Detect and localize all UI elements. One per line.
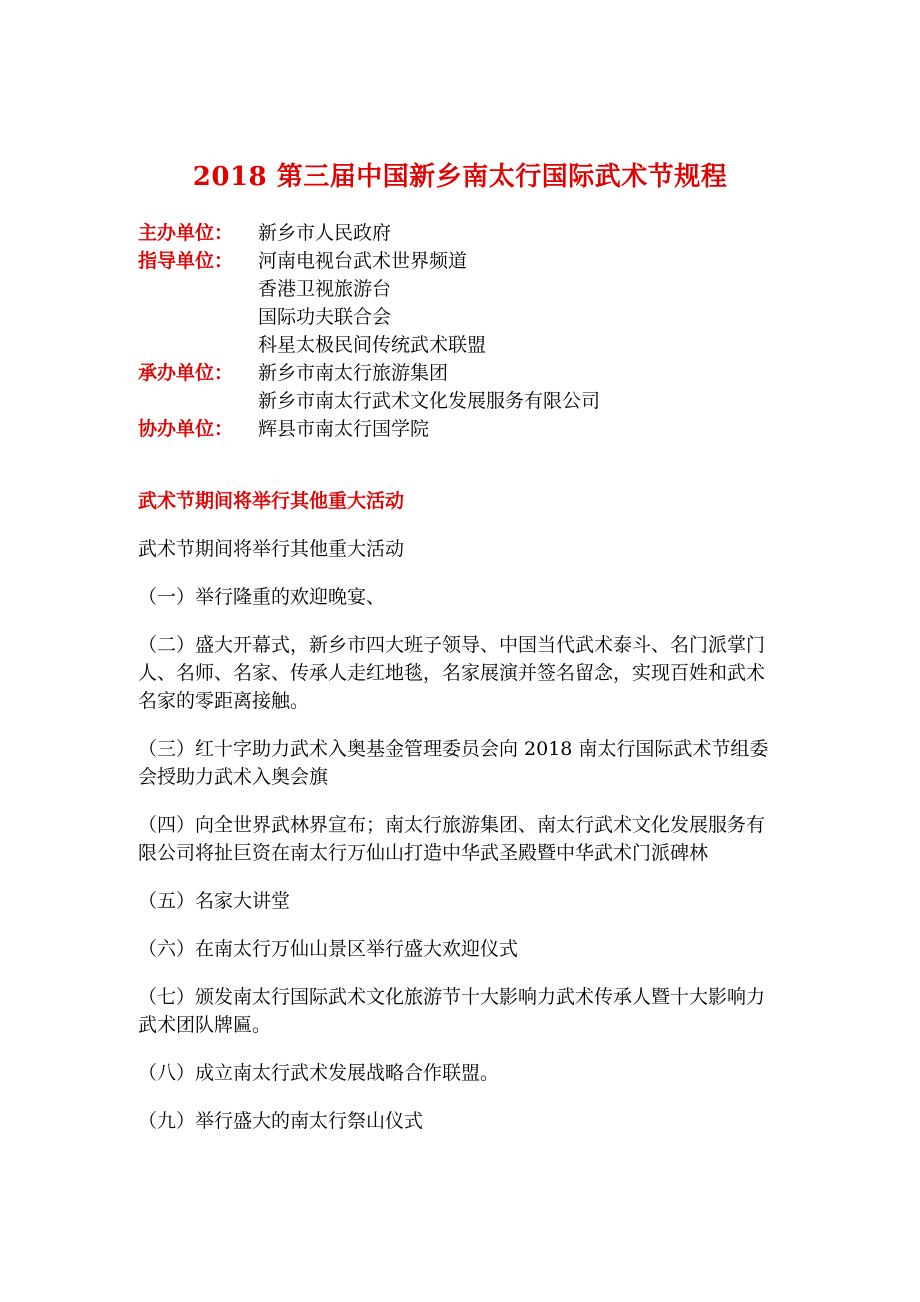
activity-item: （五）名家大讲堂 <box>138 890 291 912</box>
organizer-row-guide-cont <box>138 303 838 331</box>
organizers-block <box>138 219 838 443</box>
organizer-value: 科星太极民间传统武术联盟 <box>258 334 487 356</box>
activity-item: （一）举行隆重的欢迎晚宴、 <box>138 586 386 608</box>
organizer-value: 香港卫视旅游台 <box>258 278 392 300</box>
activity-item: （三）红十字助力武术入奥基金管理委员会向 2018 南太行国际武术节组委会授助力武术入奥会旗 <box>138 738 769 788</box>
organizer-label-host: 主办单位： <box>138 222 234 244</box>
organizer-value: 新乡市南太行旅游集团 <box>258 362 449 384</box>
organizer-value: 河南电视台武术世界频道 <box>258 250 468 272</box>
organizer-label-undertake: 承办单位： <box>138 362 234 384</box>
organizer-value: 辉县市南太行国学院 <box>258 418 430 440</box>
organizer-row-undertake <box>138 359 838 387</box>
activity-item: （四）向全世界武林界宣布；南太行旅游集团、南太行武术文化发展服务有限公司将扯巨资在南太行万仙山打造中华武圣殿暨中华武术门派碑林 <box>138 814 766 864</box>
activity-item: （二）盛大开幕式，新乡市四大班子领导、中国当代武术泰斗、名门派掌门人、名师、名家、传承人走红地毯，名家展演并签名留念，实现百姓和武术名家的零距离接触。 <box>138 634 766 712</box>
organizer-row-assist <box>138 415 838 443</box>
activity-item: （六）在南太行万仙山景区举行盛大欢迎仪式 <box>138 938 519 960</box>
section-heading: 武术节期间将举行其他重大活动 <box>138 490 405 512</box>
organizer-row-undertake-cont <box>138 387 838 415</box>
organizer-row-host <box>138 219 838 247</box>
organizer-value: 新乡市南太行武术文化发展服务有限公司 <box>258 390 601 412</box>
organizer-row-guide <box>138 247 838 275</box>
organizer-row-guide-cont <box>138 275 838 303</box>
organizer-value: 国际功夫联合会 <box>258 306 392 328</box>
organizer-label-guide: 指导单位： <box>138 250 234 272</box>
activity-item: （九）举行盛大的南太行祭山仪式 <box>138 1110 424 1132</box>
section-intro: 武术节期间将举行其他重大活动 <box>138 538 405 560</box>
organizer-label-assist: 协办单位： <box>138 418 234 440</box>
activities-body <box>138 535 778 1155</box>
document-title: 2018 第三届中国新乡南太行国际武术节规程 <box>192 162 728 192</box>
activity-item: （七）颁发南太行国际武术文化旅游节十大影响力武术传承人暨十大影响力武术团队牌匾。 <box>138 986 766 1036</box>
organizer-row-guide-cont <box>138 331 838 359</box>
organizer-value: 新乡市人民政府 <box>258 222 392 244</box>
activity-item: （八）成立南太行武术发展战略合作联盟。 <box>138 1062 500 1084</box>
